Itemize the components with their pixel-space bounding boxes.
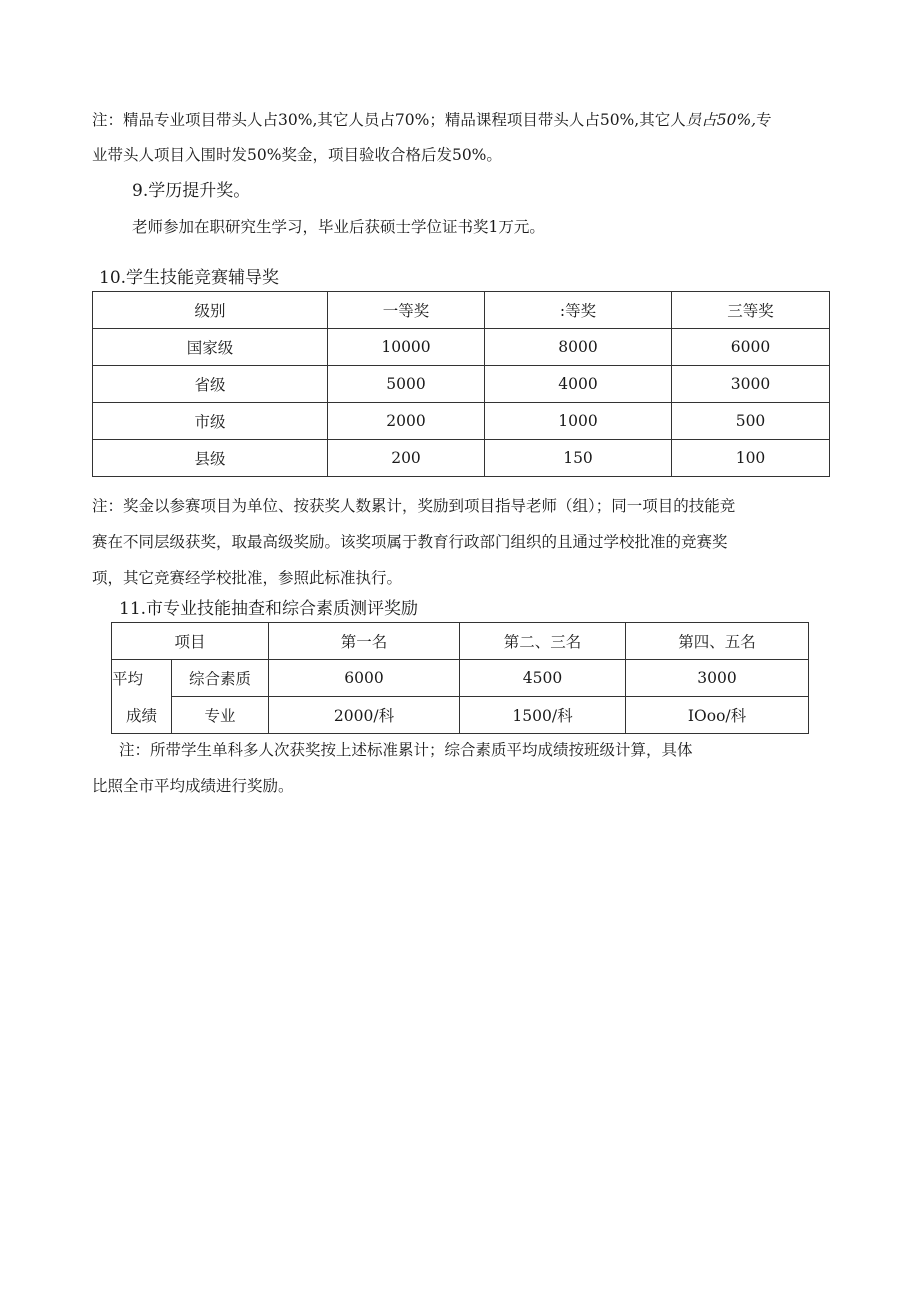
table-row [93,366,830,403]
table-cell: 县级 [93,440,328,477]
header-cell: 第四、五名 [626,623,809,660]
note-top-line1 [92,110,772,130]
group-label-bottom: 成绩 [112,697,172,734]
competition-award-table [92,291,830,477]
group-label-top: 平均 [112,660,172,697]
table-cell: 150 [485,440,672,477]
table-cell: 5000 [328,366,485,403]
header-cell: 第一名 [269,623,460,660]
table-cell: IOoo/科 [626,697,809,734]
table-row [93,403,830,440]
table-cell: 8000 [485,329,672,366]
section9-body: 老师参加在职研究生学习，毕业后获硕士学位证书奖1万元。 [132,218,545,236]
table-cell: 4000 [485,366,672,403]
header-cell: 三等奖 [672,292,830,329]
table-cell: 200 [328,440,485,477]
header-cell: 第二、三名 [460,623,626,660]
row-label: 综合素质 [172,660,269,697]
row-label: 专业 [172,697,269,734]
skill-evaluation-table [111,622,809,734]
note-top-text-a: 注：精品专业项目带头人占30%,其它人员占70%；精品课程项目带头人占50%,其它人 [92,111,686,129]
header-cell: 一等奖 [328,292,485,329]
table-cell: 1500/科 [460,697,626,734]
section10-note-line3: 项，其它竞赛经学校批准，参照此标准执行。 [92,569,403,587]
header-cell: 级别 [93,292,328,329]
table-row [93,329,830,366]
table-cell: 2000 [328,403,485,440]
section9-heading: 9.学历提升奖。 [132,181,251,201]
table-cell: 500 [672,403,830,440]
table-cell: 省级 [93,366,328,403]
section10-heading: 10.学生技能竞赛辅导奖 [99,268,280,288]
header-cell: :等奖 [485,292,672,329]
table-row [112,697,809,734]
section11-heading: 11.市专业技能抽查和综合素质测评奖励 [119,599,419,619]
note-top-text-c: 专 [756,111,772,129]
table-header-row [93,292,830,329]
table-cell: 10000 [328,329,485,366]
table-cell: 6000 [672,329,830,366]
note-top-line2: 业带头人项目入围时发50%奖金，项目验收合格后发50%。 [92,146,502,164]
section11-note-line2: 比照全市平均成绩进行奖励。 [92,777,294,795]
section10-note-line2: 赛在不同层级获奖，取最高级奖励。该奖项属于教育行政部门组织的且通过学校批准的竞赛奖 [92,533,728,551]
table-cell: 6000 [269,660,460,697]
table-row [112,660,809,697]
table-cell: 2000/科 [269,697,460,734]
table-cell: 3000 [626,660,809,697]
note-top-text-b: 员占50%, [685,111,757,129]
section10-note-line1: 注：奖金以参赛项目为单位、按获奖人数累计，奖励到项目指导老师（组）；同一项目的技能竞 [92,497,736,515]
table-header-row [112,623,809,660]
table-cell: 市级 [93,403,328,440]
section11-note-line1: 注：所带学生单科多人次获奖按上述标准累计；综合素质平均成绩按班级计算，具体 [119,741,693,759]
table-cell: 国家级 [93,329,328,366]
header-cell-item: 项目 [112,623,269,660]
table-cell: 1000 [485,403,672,440]
table-cell: 3000 [672,366,830,403]
table-cell: 4500 [460,660,626,697]
table-row [93,440,830,477]
table-cell: 100 [672,440,830,477]
